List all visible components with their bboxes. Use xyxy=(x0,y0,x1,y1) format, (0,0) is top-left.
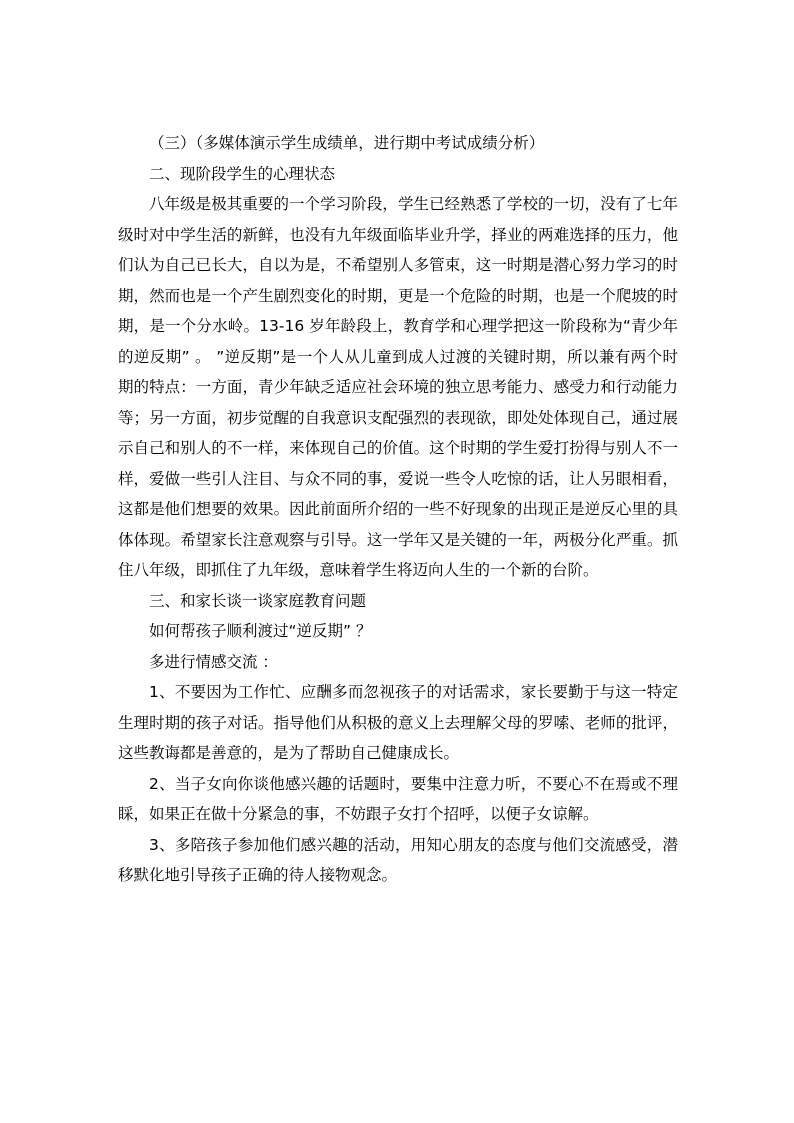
heading-section-two: 二、现阶段学生的心理状态 xyxy=(149,164,336,183)
list-item-3: 3、多陪孩子参加他们感兴趣的活动，用知心朋友的态度与他们交流感受，潜移默化地引导孩子正确的待人接物观念。 xyxy=(118,835,678,884)
document-body xyxy=(118,128,678,891)
paragraph-psychology: 八年级是极其重要的一个学习阶段，学生已经熟悉了学校的一切，没有了七年级时对中学生活的新鲜，也没有九年级面临毕业升学，择业的两难选择的压力，他们认为自己已长大，自以为是，不希望别人多管束，这一时期是潜心努力学习的时期，然而也是一个产生剧烈变化的时期，更是一个危险的时期，也是一个爬坡的时期，是一个分水岭。13-16 岁年龄段上，教育学和心理学把这一阶段称为“青少年的逆反期” 。 ”逆反期”是一个人从儿童到成人过渡的关键时期，所以兼有两个时期的特点：一方面，青少年缺乏适应社会环境的独立思考能力、感受力和行动能力等；另一方面，初步觉醒的自我意识支配强烈的表现欲，即处处体现自己，通过展示自己和别人的不一样，来体现自己的价值。这个时期的学生爱打扮得与别人不一样，爱做一些引人注目、与众不同的事，爱说一些令人吃惊的话，让人另眼相看，这都是他们想要的效果。因此前面所介绍的一些不好现象的出现正是逆反心里的具体体现。希望家长注意观察与引导。这一学年又是关键的一年，两极分化严重。抓住八年级，即抓住了九年级，意味着学生将迈向人生的一个新的台阶。 xyxy=(118,195,678,579)
section-note-three: （三）（多媒体演示学生成绩单，进行期中考试成绩分析） xyxy=(149,134,545,152)
question-line: 如何帮孩子顺利渡过“逆反期” ？ xyxy=(149,622,372,640)
list-item-2: 2、当子女向你谈他感兴趣的话题时，要集中注意力听，不要心不在焉或不理睬，如果正在做十分紧急的事，不妨跟子女打个招呼，以便子女谅解。 xyxy=(118,774,678,823)
subheading-communication: 多进行情感交流 ： xyxy=(149,652,278,671)
heading-section-three: 三、和家长谈一谈家庭教育问题 xyxy=(149,591,367,610)
list-item-1: 1、不要因为工作忙、应酬多而忽视孩子的对话需求，家长要勤于与这一特定生理时期的孩子对话。指导他们从积极的意义上去理解父母的罗嗦、老师的批评，这些教诲都是善意的，是为了帮助自己健康成长。 xyxy=(118,683,678,762)
